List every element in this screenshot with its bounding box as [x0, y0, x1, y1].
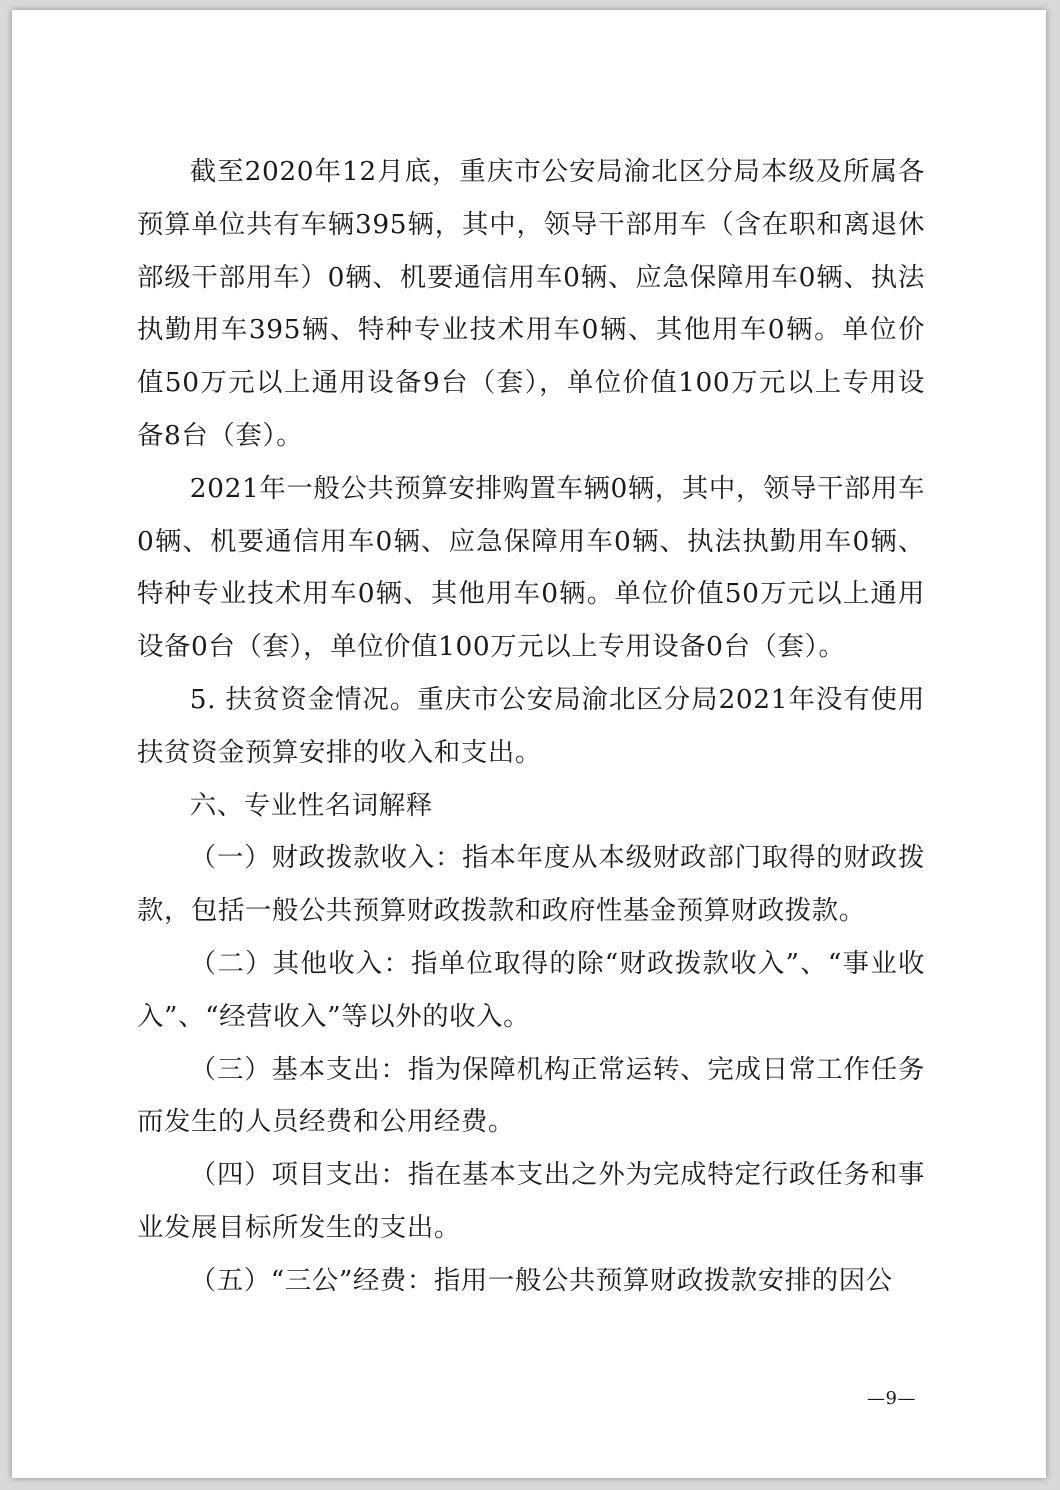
document-body [137, 146, 925, 1308]
page-number: —9— [867, 1388, 916, 1409]
document-page [12, 10, 1046, 1478]
paragraph-poverty-funds: 5. 扶贫资金情况。重庆市公安局渝北区分局2021年没有使用扶贫资金预算安排的收入和支出。 [137, 683, 925, 768]
definition-three-public-expenses: （五）“三公”经费：指用一般公共预算财政拨款安排的因公 [189, 1264, 893, 1296]
definition-project-expenditure: （四）项目支出：指在基本支出之外为完成特定行政任务和事业发展目标所发生的支出。 [137, 1159, 925, 1243]
paragraph-vehicles-2020: 截至2020年12月底，重庆市公安局渝北区分局本级及所属各预算单位共有车辆395辆，其中，领导干部用车（含在职和离退休部级干部用车）0辆、机要通信用车0辆、应急保障用车0辆、执法执勤用车395辆、特种专业技术用车0辆、其他用车0辆。单位价值50万元以上通用设备9台（套），单位价值100万元以上专用设备8台（套）。 [137, 156, 925, 451]
definition-basic-expenditure: （三）基本支出：指为保障机构正常运转、完成日常工作任务而发生的人员经费和公用经费。 [137, 1053, 925, 1138]
definition-other-income: （二）其他收入：指单位取得的除“财政拨款收入”、“事业收入”、“经营收入”等以外的收入。 [137, 947, 925, 1032]
definition-fiscal-allocation: （一）财政拨款收入：指本年度从本级财政部门取得的财政拨款，包括一般公共预算财政拨款和政府性基金预算财政拨款。 [137, 842, 925, 927]
paragraph-vehicles-2021: 2021年一般公共预算安排购置车辆0辆，其中，领导干部用车0辆、机要通信用车0辆、应急保障用车0辆、执法执勤用车0辆、特种专业技术用车0辆、其他用车0辆。单位价值50万元以上通用设备0台（套），单位价值100万元以上专用设备0台（套）。 [137, 472, 925, 663]
section-heading: 六、专业性名词解释 [189, 789, 433, 821]
